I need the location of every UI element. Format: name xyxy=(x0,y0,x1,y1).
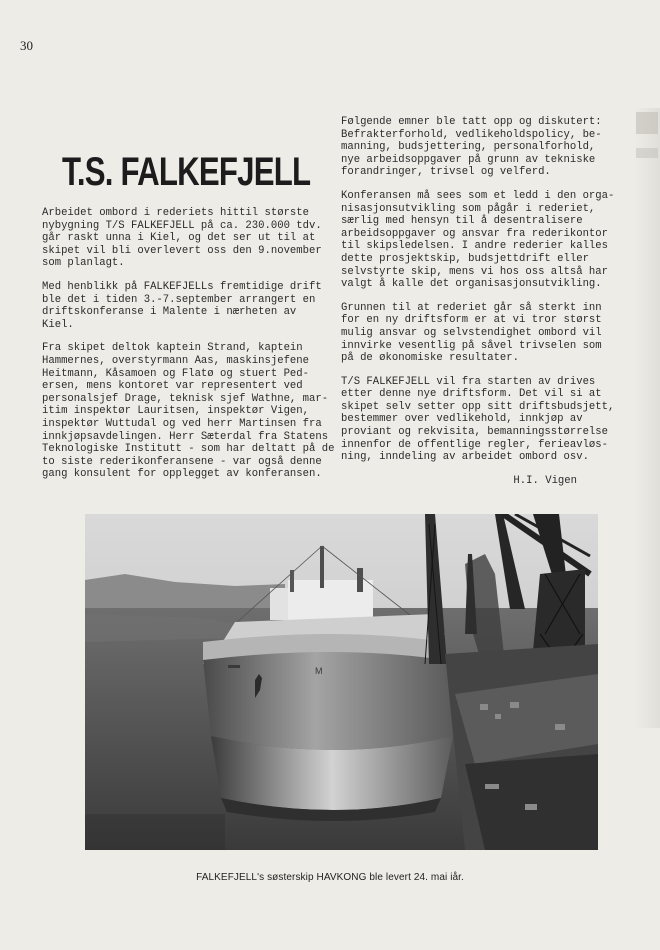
bow-letter: M xyxy=(315,666,323,676)
ship-photo-illustration xyxy=(85,514,598,850)
right-column xyxy=(341,116,631,498)
paragraph: Grunnen til at rederiet går så sterkt inn for en ny driftsform er at vi tror størst mulig ansvar og selvstendighet ombord vil innvirke vesentlig på såvel trivselen som på de økonomiske resultater. xyxy=(341,301,602,365)
paragraph: Med henblikk på FALKEFJELLs fremtidige drift ble det i tiden 3.-7.september arrangert en driftskonferanse i Malente i nærheten av Kiel. xyxy=(42,280,322,331)
author-signature: H.I. Vigen xyxy=(513,474,577,487)
paragraph: Fra skipet deltok kaptein Strand, kaptein Hammernes, overstyrmann Aas, maskinsjefene Heitmann, Kåsamoen og Flatø og stuert Ped- ersen, mens kontoret var representert ved personalsjef Drage, teknisk sjef Wathne, mar- itim inspektør Lauritsen, inspektør Vigen, inspektør Wuttudal og ved herr Martinsen fra innkjøpsavdelingen. Herr Sæterdal fra Statens Teknologiske Institutt - som har deltatt på de to siste rederikonferansene - var også denne gang konsulent for opplegget av konferansen. xyxy=(42,342,335,481)
photo-caption: FALKEFJELL's søsterskip HAVKONG ble levert 24. mai iår. xyxy=(196,872,464,883)
ship-photo xyxy=(85,514,598,850)
bleed-through-shadow xyxy=(634,108,660,728)
paragraph: Konferansen må sees som et ledd i den orga- nisasjonsutvikling som pågår i rederiet, særlig med hensyn til å desentralisere arbeidsoppgaver og ansvar fra rederikontor til skipsledelsen. I andre rederier kalles dette prosjektskip, budsjettdrift eller selvstyrte skip, mens vi hos oss altså har valgt å kalle det organisasjonsutvikling. xyxy=(341,189,615,291)
paragraph: T/S FALKEFJELL vil fra starten av drives etter denne nye driftsform. Det vil si at skipet selv setter opp sitt driftsbudsjett, bestemmer over vedlikehold, innkjøp av proviant og rekvisita, bemanningsstørrelse innenfor de offentlige regler, ferieavløs- ning, inndeling av arbeidet ombord osv. xyxy=(341,375,615,464)
paragraph: Arbeidet ombord i rederiets hittil største nybygning T/S FALKEFJELL på ca. 230.000 tdv. går raskt unna i Kiel, og det ser ut til at skipet vil bli overlevert oss den 9.november som planlagt. xyxy=(42,207,322,270)
paragraph: Følgende emner ble tatt opp og diskutert: Befrakterforhold, vedlikeholdspolicy, be- manning, budsjettering, personalforhold, nye arbeidsoppgaver på grunn av tekniske forandringer, trivsel og velferd. xyxy=(341,116,602,179)
article-title: T.S. FALKEFJELL xyxy=(62,150,311,194)
left-column xyxy=(42,207,350,492)
page-number: 30 xyxy=(20,38,33,53)
